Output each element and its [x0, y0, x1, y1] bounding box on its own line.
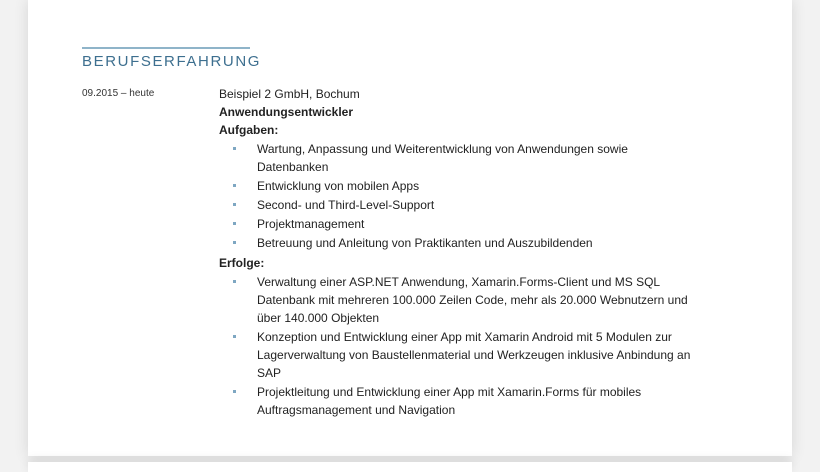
bullet-icon	[233, 335, 236, 338]
task-text: Wartung, Anpassung und Weiterentwicklung von Anwendungen sowie Datenbanken	[257, 142, 628, 174]
bullet-icon	[233, 241, 236, 244]
entry-content	[219, 85, 699, 421]
entry-date: 09.2015 – heute	[82, 88, 155, 99]
bullet-icon	[233, 222, 236, 225]
list-item	[219, 234, 699, 252]
bullet-icon	[233, 280, 236, 283]
task-text: Second- und Third-Level-Support	[257, 198, 435, 212]
list-item	[219, 383, 699, 419]
list-item	[219, 196, 699, 214]
task-text: Projektmanagement	[257, 217, 365, 231]
list-item	[219, 215, 699, 233]
job-title: Anwendungsentwickler	[219, 105, 354, 119]
achievement-text: Verwaltung einer ASP.NET Anwendung, Xamarin.Forms-Client und MS SQL Datenbank mit mehreren 100.000 Zeilen Code, mehr als 20.000 Webnutzern und über 140.000 Objekten	[257, 275, 688, 325]
tasks-heading: Aufgaben:	[219, 123, 279, 137]
achievement-text: Konzeption und Entwicklung einer App mit Xamarin Android mit 5 Modulen zur Lagerverwaltung von Baustellenmaterial und Werkzeugen inklusive Anbindung an SAP	[257, 330, 691, 380]
bullet-icon	[233, 203, 236, 206]
bullet-icon	[233, 147, 236, 150]
list-item	[219, 177, 699, 195]
task-text: Betreuung und Anleitung von Praktikanten und Auszubildenden	[257, 236, 593, 250]
list-item	[219, 140, 699, 176]
bullet-icon	[233, 184, 236, 187]
next-page-edge	[28, 462, 792, 472]
section-title-rule	[82, 47, 250, 49]
bullet-icon	[233, 390, 236, 393]
section-title: BERUFSERFAHRUNG	[82, 53, 262, 70]
tasks-list	[219, 140, 699, 252]
achievements-list	[219, 273, 699, 419]
achievements-heading: Erfolge:	[219, 256, 265, 270]
company-name: Beispiel 2 GmbH, Bochum	[219, 87, 360, 101]
list-item	[219, 328, 699, 382]
achievement-text: Projektleitung und Entwicklung einer App mit Xamarin.Forms für mobiles Auftragsmanagement und Navigation	[257, 385, 642, 417]
task-text: Entwicklung von mobilen Apps	[257, 179, 420, 193]
list-item	[219, 273, 699, 327]
